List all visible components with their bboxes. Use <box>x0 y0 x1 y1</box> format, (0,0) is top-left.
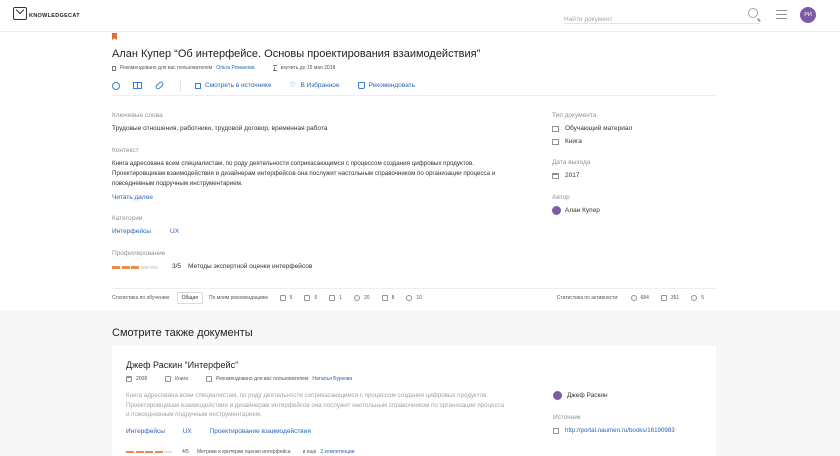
thumbs-up-icon <box>206 376 212 382</box>
doc-type-label: Тип документа <box>552 112 597 119</box>
more-prefix: и еще <box>302 449 317 455</box>
author-avatar <box>552 206 561 215</box>
stat-item <box>406 295 422 301</box>
similar-section-title: Смотрите также документы <box>112 327 253 339</box>
recommended-prefix: Рекомендовано для вас пользователем <box>120 65 213 71</box>
stat-item <box>329 295 342 301</box>
recommend-button[interactable] <box>358 82 416 89</box>
profiling-text: Метрики и критерии оценки интерфейса <box>196 449 291 455</box>
author-label: Автор <box>552 194 570 201</box>
search-input[interactable] <box>564 13 734 27</box>
link-icon <box>406 295 412 301</box>
search-box <box>564 8 760 24</box>
tag-link[interactable]: Проектирование взаимодействия <box>209 428 311 435</box>
eye-icon <box>631 295 637 301</box>
category-tag[interactable]: Интерфейсы <box>112 228 151 235</box>
stat-value: 684 <box>640 294 649 301</box>
external-link-icon <box>661 295 667 301</box>
recommend-label: Рекомендовать <box>368 82 416 89</box>
view-source-label: Смотреть в источнике <box>205 82 272 89</box>
categories-label: Категории <box>112 215 143 222</box>
stat-value: 351 <box>670 294 680 301</box>
thumbs-up-icon <box>280 295 286 301</box>
book-type-icon <box>552 139 559 145</box>
book-icon <box>382 295 388 301</box>
release-date-label: Дата выхода <box>552 159 591 166</box>
top-bar <box>0 0 840 32</box>
keywords-label: Ключевые слова <box>112 112 163 119</box>
context-text: Книга адресована всем специалистам, по роду деятельности соприкасающимся с процессом создания цифровых продуктов. Проектировщикам взаимодействия и дизайнерам интерфейсов она послужит настольным справочником по организации процесса и повседневным подручным инструментарием. <box>112 160 496 187</box>
context-label: Контекст <box>112 147 139 154</box>
grad-cap-icon <box>552 126 559 132</box>
similar-doc-meta <box>126 376 352 382</box>
stat-item <box>382 295 395 301</box>
heart-icon: ♡ <box>289 81 296 89</box>
clock-icon[interactable] <box>112 82 120 90</box>
recommend-icon <box>112 66 116 71</box>
read-more-link[interactable]: Читать далее <box>112 194 153 201</box>
author-name: Джеф Раскин <box>567 392 608 399</box>
stat-value: 10 <box>416 294 422 301</box>
stats-general-chip[interactable]: Общая <box>177 292 203 304</box>
stat-item <box>280 295 293 301</box>
stat-item <box>691 295 704 301</box>
tag-link[interactable]: UX <box>182 428 192 435</box>
source-link[interactable] <box>553 427 693 434</box>
similar-doc-text: Книга адресована всем специалистам, по роду деятельности соприкасающимся с процессом создания цифровых продуктов. Проектировщикам взаимодействия и дизайнерам интерфейсов она послужит настольным справочником по организации процесса и повседневным подручным инструментарием. <box>126 392 505 418</box>
recommender-link[interactable]: Наталья Буркова <box>312 376 353 382</box>
doc-type-value: Обучающий материал <box>565 125 633 132</box>
similar-doc-title[interactable]: Джеф Раскин “Интерфейс” <box>126 360 239 370</box>
profiling-score: 3/5 <box>172 263 182 270</box>
recommended-prefix: Рекомендовано для вас пользователем <box>216 376 309 382</box>
hourglass-icon <box>329 295 335 301</box>
action-bar <box>112 80 716 96</box>
stats-row <box>112 288 716 306</box>
profiling-label: Профилирование <box>112 250 166 257</box>
tag-link[interactable]: Интерфейсы <box>126 428 165 435</box>
calendar-icon <box>126 376 132 382</box>
profiling-text: Методы экспертной оценки интерфейсов <box>188 263 313 270</box>
similar-doc-tags <box>126 428 311 435</box>
stat-value: 20 <box>364 294 370 301</box>
bookmark-icon <box>304 295 310 301</box>
heart-icon <box>691 295 697 301</box>
stat-item <box>661 295 679 301</box>
logo[interactable] <box>13 7 80 20</box>
clock-icon <box>354 295 360 301</box>
add-favorite-button[interactable] <box>289 82 339 89</box>
favorite-label: В Избранное <box>300 82 340 89</box>
link-icon[interactable] <box>155 81 165 91</box>
document-meta <box>112 65 335 71</box>
calendar-icon <box>552 173 559 179</box>
profiling-progress <box>112 266 158 269</box>
author-avatar <box>553 391 562 400</box>
logo-text: KNOWLEDGECAT <box>29 13 80 19</box>
source-url: http://portal.naumen.ru/books/16190983 <box>565 427 675 434</box>
stat-item <box>631 295 649 301</box>
hourglass-icon <box>273 65 277 71</box>
thumbs-up-icon <box>358 82 365 89</box>
more-competencies-link[interactable]: 2 компетенции <box>320 449 355 455</box>
profiling-progress <box>126 451 172 454</box>
similar-doc-profiling <box>126 449 355 455</box>
external-link-icon <box>195 83 201 89</box>
stat-item <box>304 295 317 301</box>
book-icon[interactable] <box>133 82 142 89</box>
keywords-value: Трудовые отношения, работники, трудовой договор, временная работа <box>112 125 328 132</box>
stat-value: 5 <box>289 294 293 301</box>
stat-item <box>354 295 370 301</box>
book-type-icon <box>165 376 171 382</box>
similar-document-card[interactable] <box>112 346 716 456</box>
profiling-score: 4/5 <box>182 449 189 455</box>
similar-doc-year: 2008 <box>136 376 148 382</box>
recommender-link[interactable]: Ольга Романова <box>216 65 255 71</box>
hamburger-menu-icon[interactable] <box>776 10 787 19</box>
source-label: Источник <box>553 414 581 421</box>
stat-value: 5 <box>314 294 318 301</box>
view-source-button[interactable] <box>195 82 271 89</box>
author-name[interactable]: Алан Купер <box>565 207 600 214</box>
category-tag[interactable]: UX <box>170 228 180 235</box>
page-title: Алан Купер “Об интерфейсе. Основы проектирования взаимодействия” <box>112 48 481 60</box>
stat-value: 8 <box>391 294 395 301</box>
stat-value: 1 <box>339 294 343 301</box>
study-deadline: изучить до 15 мая 2018 <box>280 65 336 71</box>
bookmark-flag-icon <box>112 33 117 40</box>
divider <box>180 79 181 92</box>
stat-value: 5 <box>701 294 704 301</box>
similar-doc-author[interactable] <box>553 391 608 400</box>
document-card <box>0 32 840 310</box>
learning-stats-label: Статистика по обучению: <box>112 294 171 301</box>
activity-stats-label: Статистика по активности: <box>556 294 619 301</box>
user-avatar[interactable]: РИ <box>800 7 816 23</box>
similar-doc-type: Книга <box>175 376 189 382</box>
doc-type-value: Книга <box>565 138 582 145</box>
my-recommendations-chip[interactable]: По моим рекомендациям <box>209 294 268 301</box>
logo-icon <box>13 7 27 20</box>
release-year: 2017 <box>565 172 580 179</box>
search-icon[interactable] <box>748 8 758 18</box>
external-link-icon <box>553 428 559 434</box>
